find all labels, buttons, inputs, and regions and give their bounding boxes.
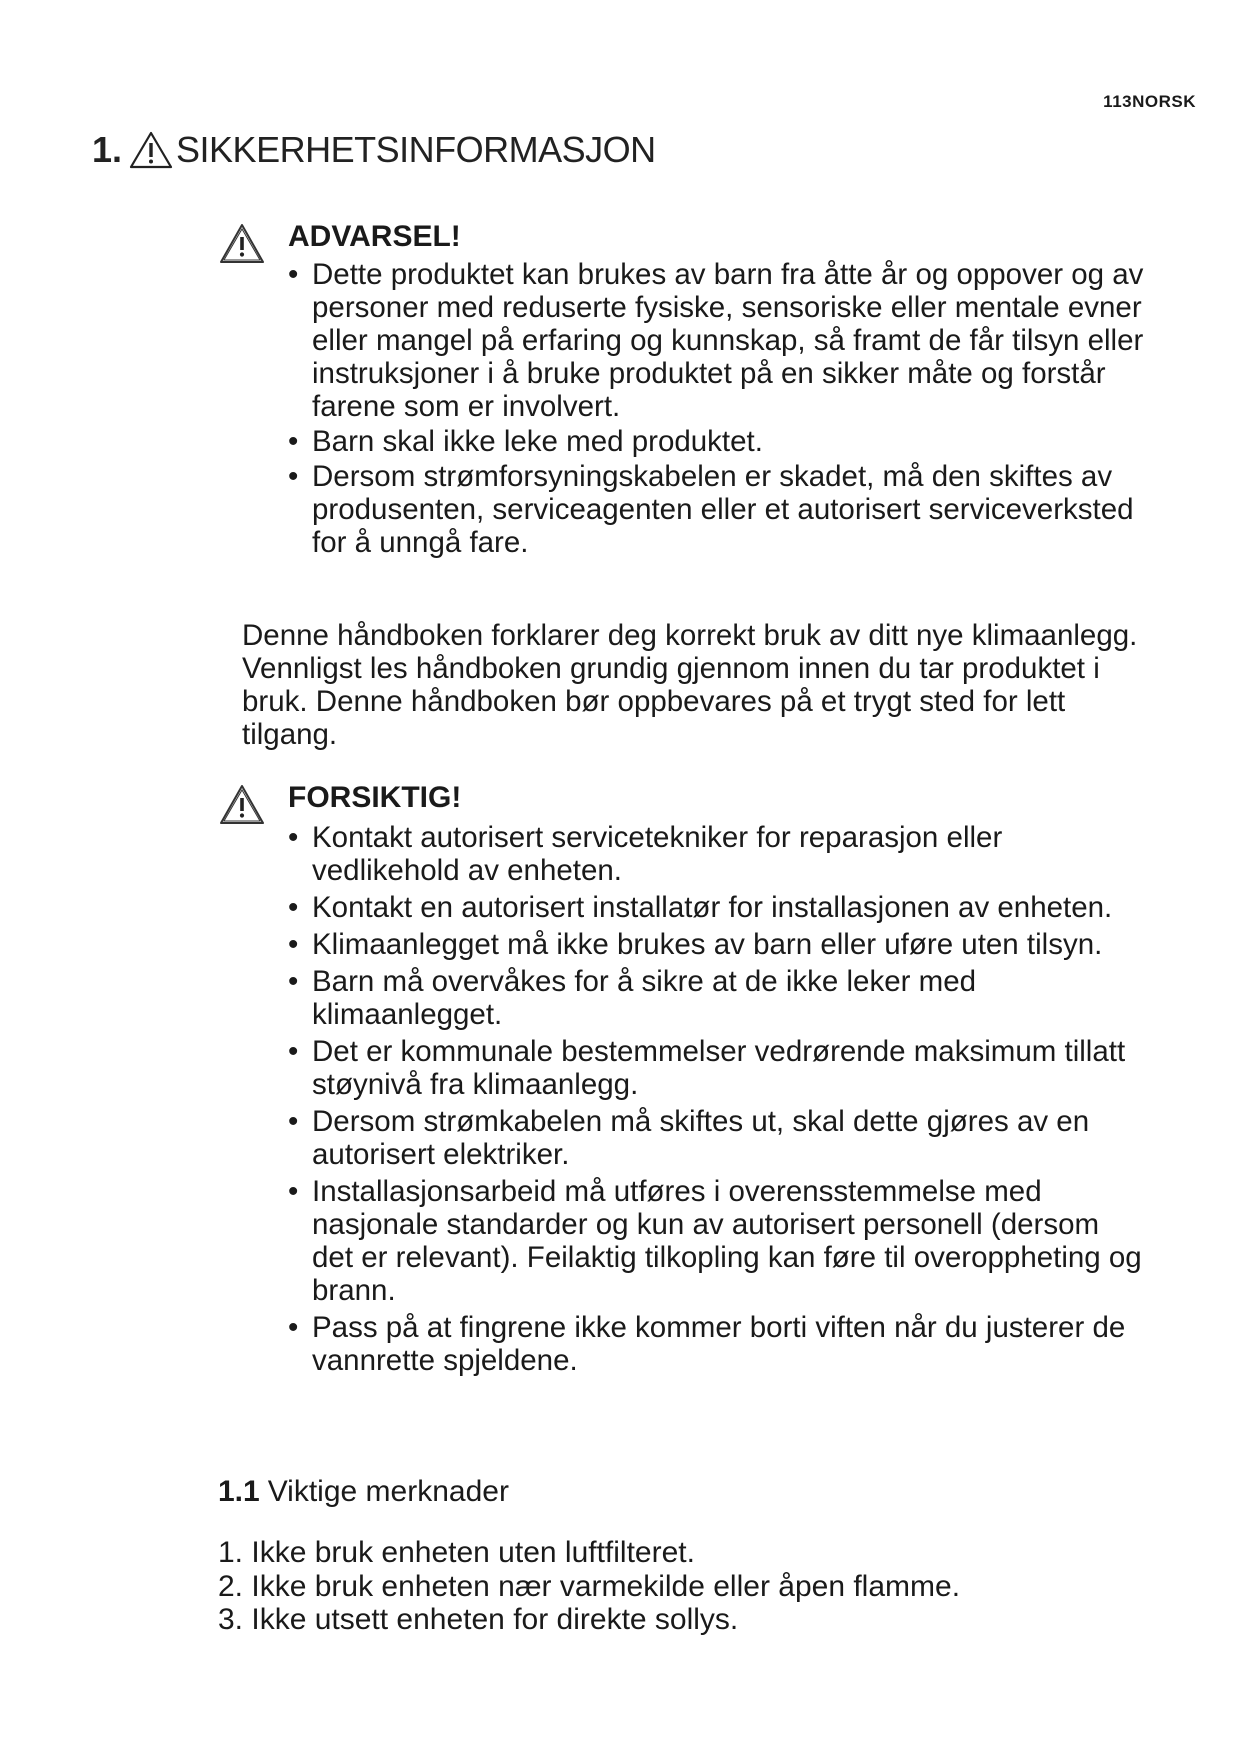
list-item: • Kontakt autorisert servicetekniker for reparasjon eller vedlikehold av enheten. bbox=[286, 821, 1148, 887]
warning-list bbox=[218, 258, 1148, 559]
caution-heading: FORSIKTIG! bbox=[288, 781, 462, 814]
list-item: • Dette produktet kan brukes av barn fra åtte år og oppover og av personer med reduserte fysiske, sensoriske eller mentale evner eller mangel på erfaring og kunnskap, så framt de får tilsyn eller instruksjoner i å bruke produktet på en sikker måte og forstår farene som er involvert. bbox=[286, 258, 1148, 423]
list-item: 1. Ikke bruk enheten uten luftfilteret. bbox=[218, 1536, 695, 1569]
caution-block bbox=[218, 779, 1148, 1381]
subsection-title: Viktige merknader bbox=[267, 1475, 509, 1508]
list-item: • Kontakt en autorisert installatør for installasjonen av enheten. bbox=[286, 891, 1148, 924]
warning-triangle-icon bbox=[218, 783, 266, 827]
section-title-text: SIKKERHETSINFORMASJON bbox=[176, 129, 656, 170]
list-item: 3. Ikke utsett enheten for direkte sollys. bbox=[218, 1603, 739, 1636]
section-number: 1. bbox=[92, 129, 123, 170]
page-header-label: 113NORSK bbox=[1103, 92, 1196, 111]
list-item: • Barn skal ikke leke med produktet. bbox=[286, 425, 1148, 458]
important-notes-list bbox=[218, 1536, 960, 1637]
intro-paragraph: Denne håndboken forklarer deg korrekt bruk av ditt nye klimaanlegg. Vennligst les håndboken grundig gjennom innen du tar produktet i bruk. Denne håndboken bør oppbevares på et trygt sted for lett tilgang. bbox=[242, 619, 1138, 751]
list-item: • Barn må overvåkes for å sikre at de ikke leker med klimaanlegget. bbox=[286, 965, 1148, 1031]
subsection-number: 1.1 bbox=[218, 1475, 260, 1508]
list-item: • Det er kommunale bestemmelser vedrørende maksimum tillatt støynivå fra klimaanlegg. bbox=[286, 1035, 1148, 1101]
list-item: • Pass på at fingrene ikke kommer borti viften når du justerer de vannrette spjeldene. bbox=[286, 1311, 1148, 1377]
list-item: • Klimaanlegget må ikke brukes av barn eller uføre uten tilsyn. bbox=[286, 928, 1148, 961]
list-item: • Dersom strømkabelen må skiftes ut, skal dette gjøres av en autorisert elektriker. bbox=[286, 1105, 1148, 1171]
warning-triangle-icon bbox=[128, 130, 174, 170]
warning-block bbox=[218, 218, 1148, 561]
subsection-heading bbox=[218, 1474, 509, 1510]
list-item: • Dersom strømforsyningskabelen er skadet, må den skiftes av produsenten, serviceagenten eller et autorisert serviceverksted for å unngå fare. bbox=[286, 460, 1148, 559]
section-title bbox=[92, 128, 656, 172]
list-item: • Installasjonsarbeid må utføres i overensstemmelse med nasjonale standarder og kun av autorisert personell (dersom det er relevant). Feilaktig tilkopling kan føre til overoppheting og brann. bbox=[286, 1175, 1148, 1307]
caution-list bbox=[218, 821, 1148, 1377]
list-item: 2. Ikke bruk enheten nær varmekilde eller åpen flamme. bbox=[218, 1569, 961, 1603]
warning-triangle-icon bbox=[218, 222, 266, 266]
warning-heading: ADVARSEL! bbox=[288, 220, 461, 253]
